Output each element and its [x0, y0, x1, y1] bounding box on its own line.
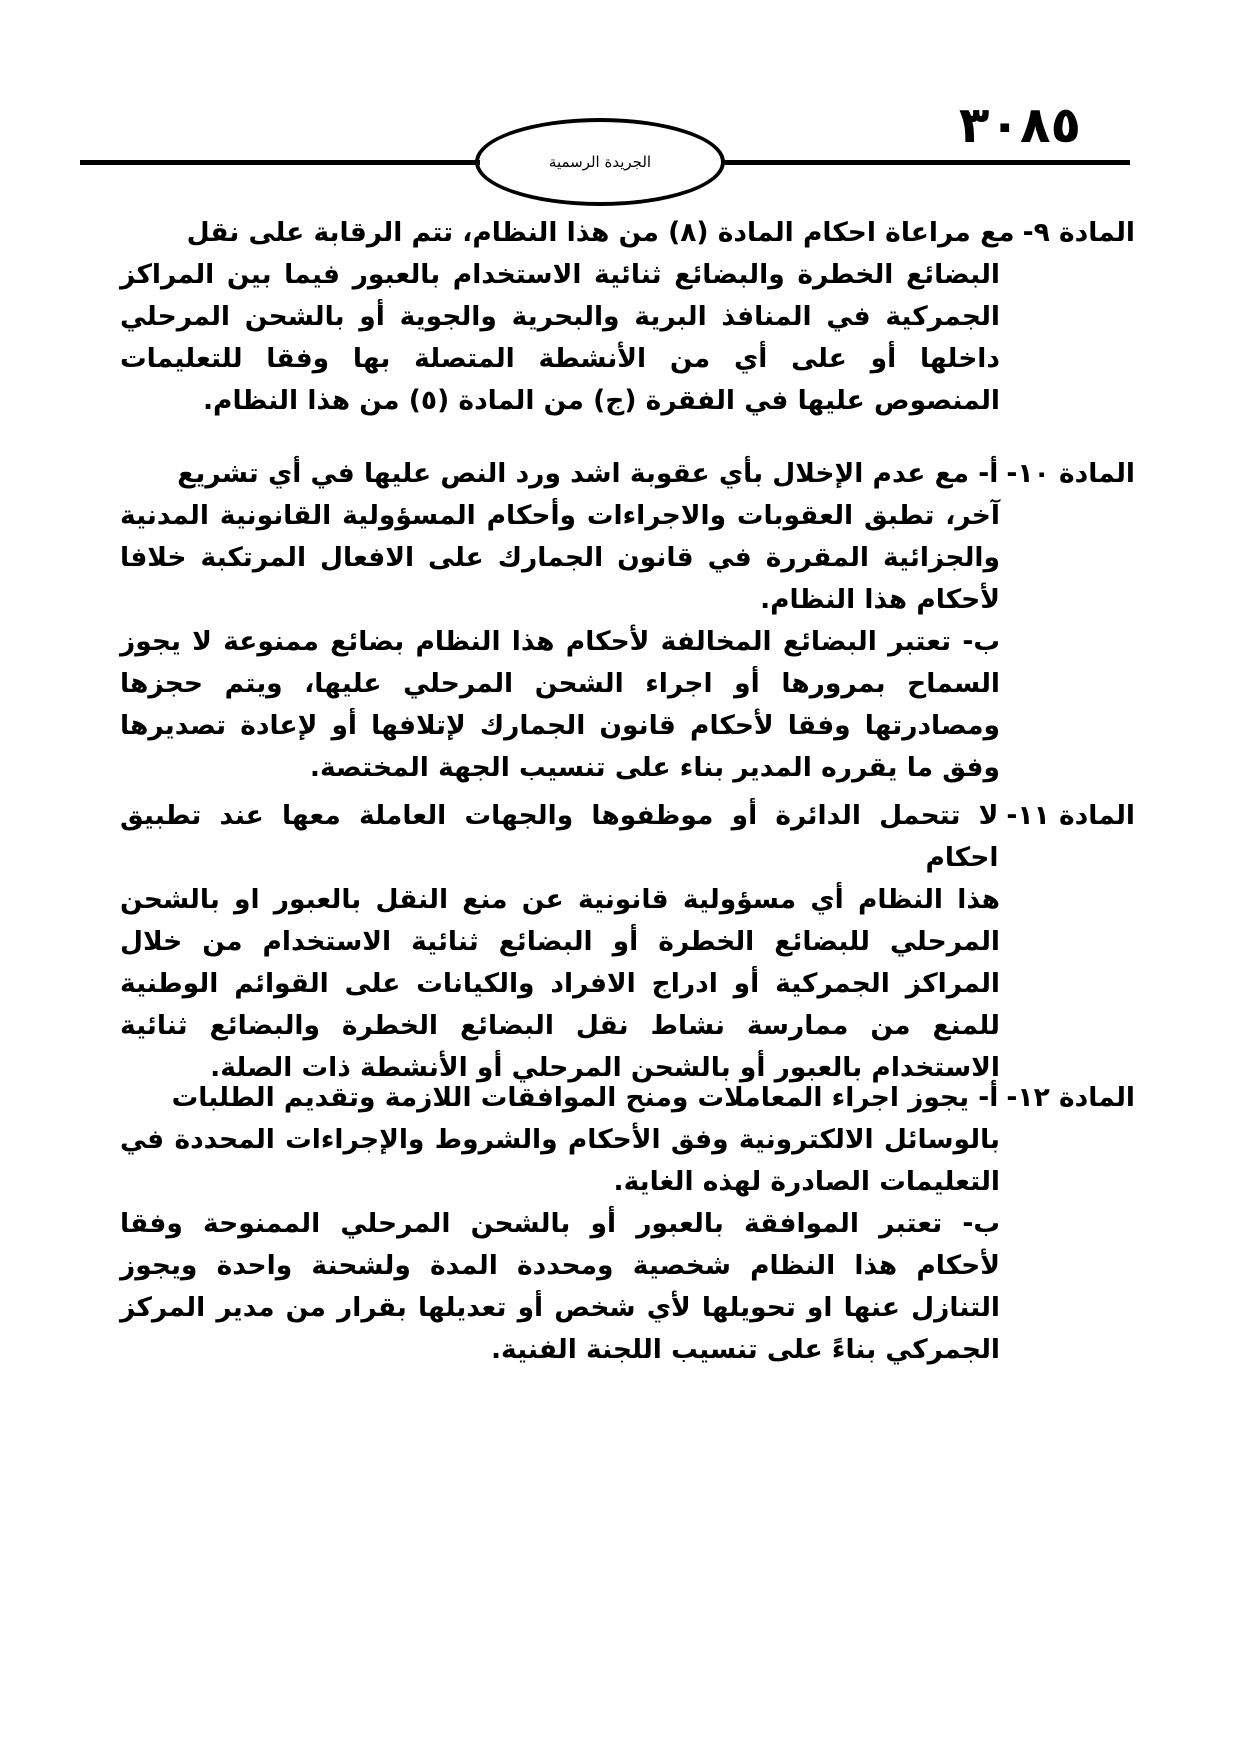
header-rule-right [725, 160, 1130, 165]
article-lead-text: مع مراعاة احكام المادة (٨) من هذا النظام، تتم الرقابة على نقل [186, 217, 1015, 248]
article-clause-b: ب- تعتبر الموافقة بالعبور أو بالشحن المرحلي الممنوحة وفقا لأحكام هذا النظام شخصية ومحددة المدة ولشحنة واحدة ويجوز التنازل عنها او تحويلها لأي شخص أو تعديلها بقرار من مدير المركز الجمركي بناءً على تنسيب اللجنة الفنية. [120, 1208, 1000, 1365]
article-11 [120, 795, 1135, 1089]
article-body: هذا النظام أي مسؤولية قانونية عن منع النقل بالعبور او بالشحن المرحلي للبضائع الخطرة أو البضائع ثنائية الاستخدام من خلال المراكز الجمركية أو ادراج الافراد والكيانات على القوائم الوطنية للمنع من ممارسة نشاط نقل البضائع الخطرة والبضائع ثنائية الاستخدام بالعبور أو بالشحن المرحلي أو الأنشطة ذات الصلة. [120, 884, 1000, 1083]
article-label: المادة ٩- [1022, 217, 1135, 248]
article-lead-line [120, 212, 1135, 254]
article-lead-text: أ- يجوز اجراء المعاملات ومنح الموافقات اللازمة وتقديم الطلبات [171, 1082, 999, 1113]
header-rule-left [80, 160, 480, 165]
article-lead-line [120, 453, 1135, 495]
page-number: ٣٠٨٥ [958, 96, 1081, 154]
article-body: بالوسائل الالكترونية وفق الأحكام والشروط والإجراءات المحددة في التعليمات الصادرة لهذه الغاية. [120, 1124, 1000, 1197]
article-label: المادة ١٠- [1006, 458, 1135, 489]
article-clause-b: ب- تعتبر البضائع المخالفة لأحكام هذا النظام بضائع ممنوعة لا يجوز السماح بمرورها أو اجراء الشحن المرحلي عليها، ويتم حجزها ومصادرتها وفقا لأحكام قانون الجمارك لإتلافها أو لإعادة تصديرها وفق ما يقرره المدير بناء على تنسيب الجهة المختصة. [120, 626, 1000, 783]
article-label: المادة ١١- [1006, 800, 1135, 831]
article-body: البضائع الخطرة والبضائع ثنائية الاستخدام بالعبور فيما بين المراكز الجمركية في المنافذ البرية والبحرية والجوية أو بالشحن المرحلي داخلها أو على أي من الأنشطة المتصلة بها وفقا للتعليمات المنصوص عليها في الفقرة (ج) من المادة (٥) من هذا النظام. [120, 259, 1000, 416]
article-label: المادة ١٢- [1006, 1082, 1135, 1113]
article-body: آخر، تطبق العقوبات والاجراءات وأحكام المسؤولية القانونية المدنية والجزائية المقررة في قانون الجمارك على الافعال المرتكبة خلافا لأحكام هذا النظام. [120, 500, 1000, 615]
article-9 [120, 212, 1135, 422]
article-lead-text: أ- مع عدم الإخلال بأي عقوبة اشد ورد النص عليها في أي تشريع [177, 458, 999, 489]
publication-title: الجريدة الرسمية [548, 153, 652, 171]
publication-title-oval [475, 118, 725, 206]
article-10 [120, 453, 1135, 789]
article-lead-text: لا تتحمل الدائرة أو موظفوها والجهات العاملة معها عند تطبيق احكام [120, 800, 999, 873]
article-lead-line [120, 1077, 1135, 1119]
article-12 [120, 1077, 1135, 1371]
article-lead-line [120, 795, 1135, 879]
